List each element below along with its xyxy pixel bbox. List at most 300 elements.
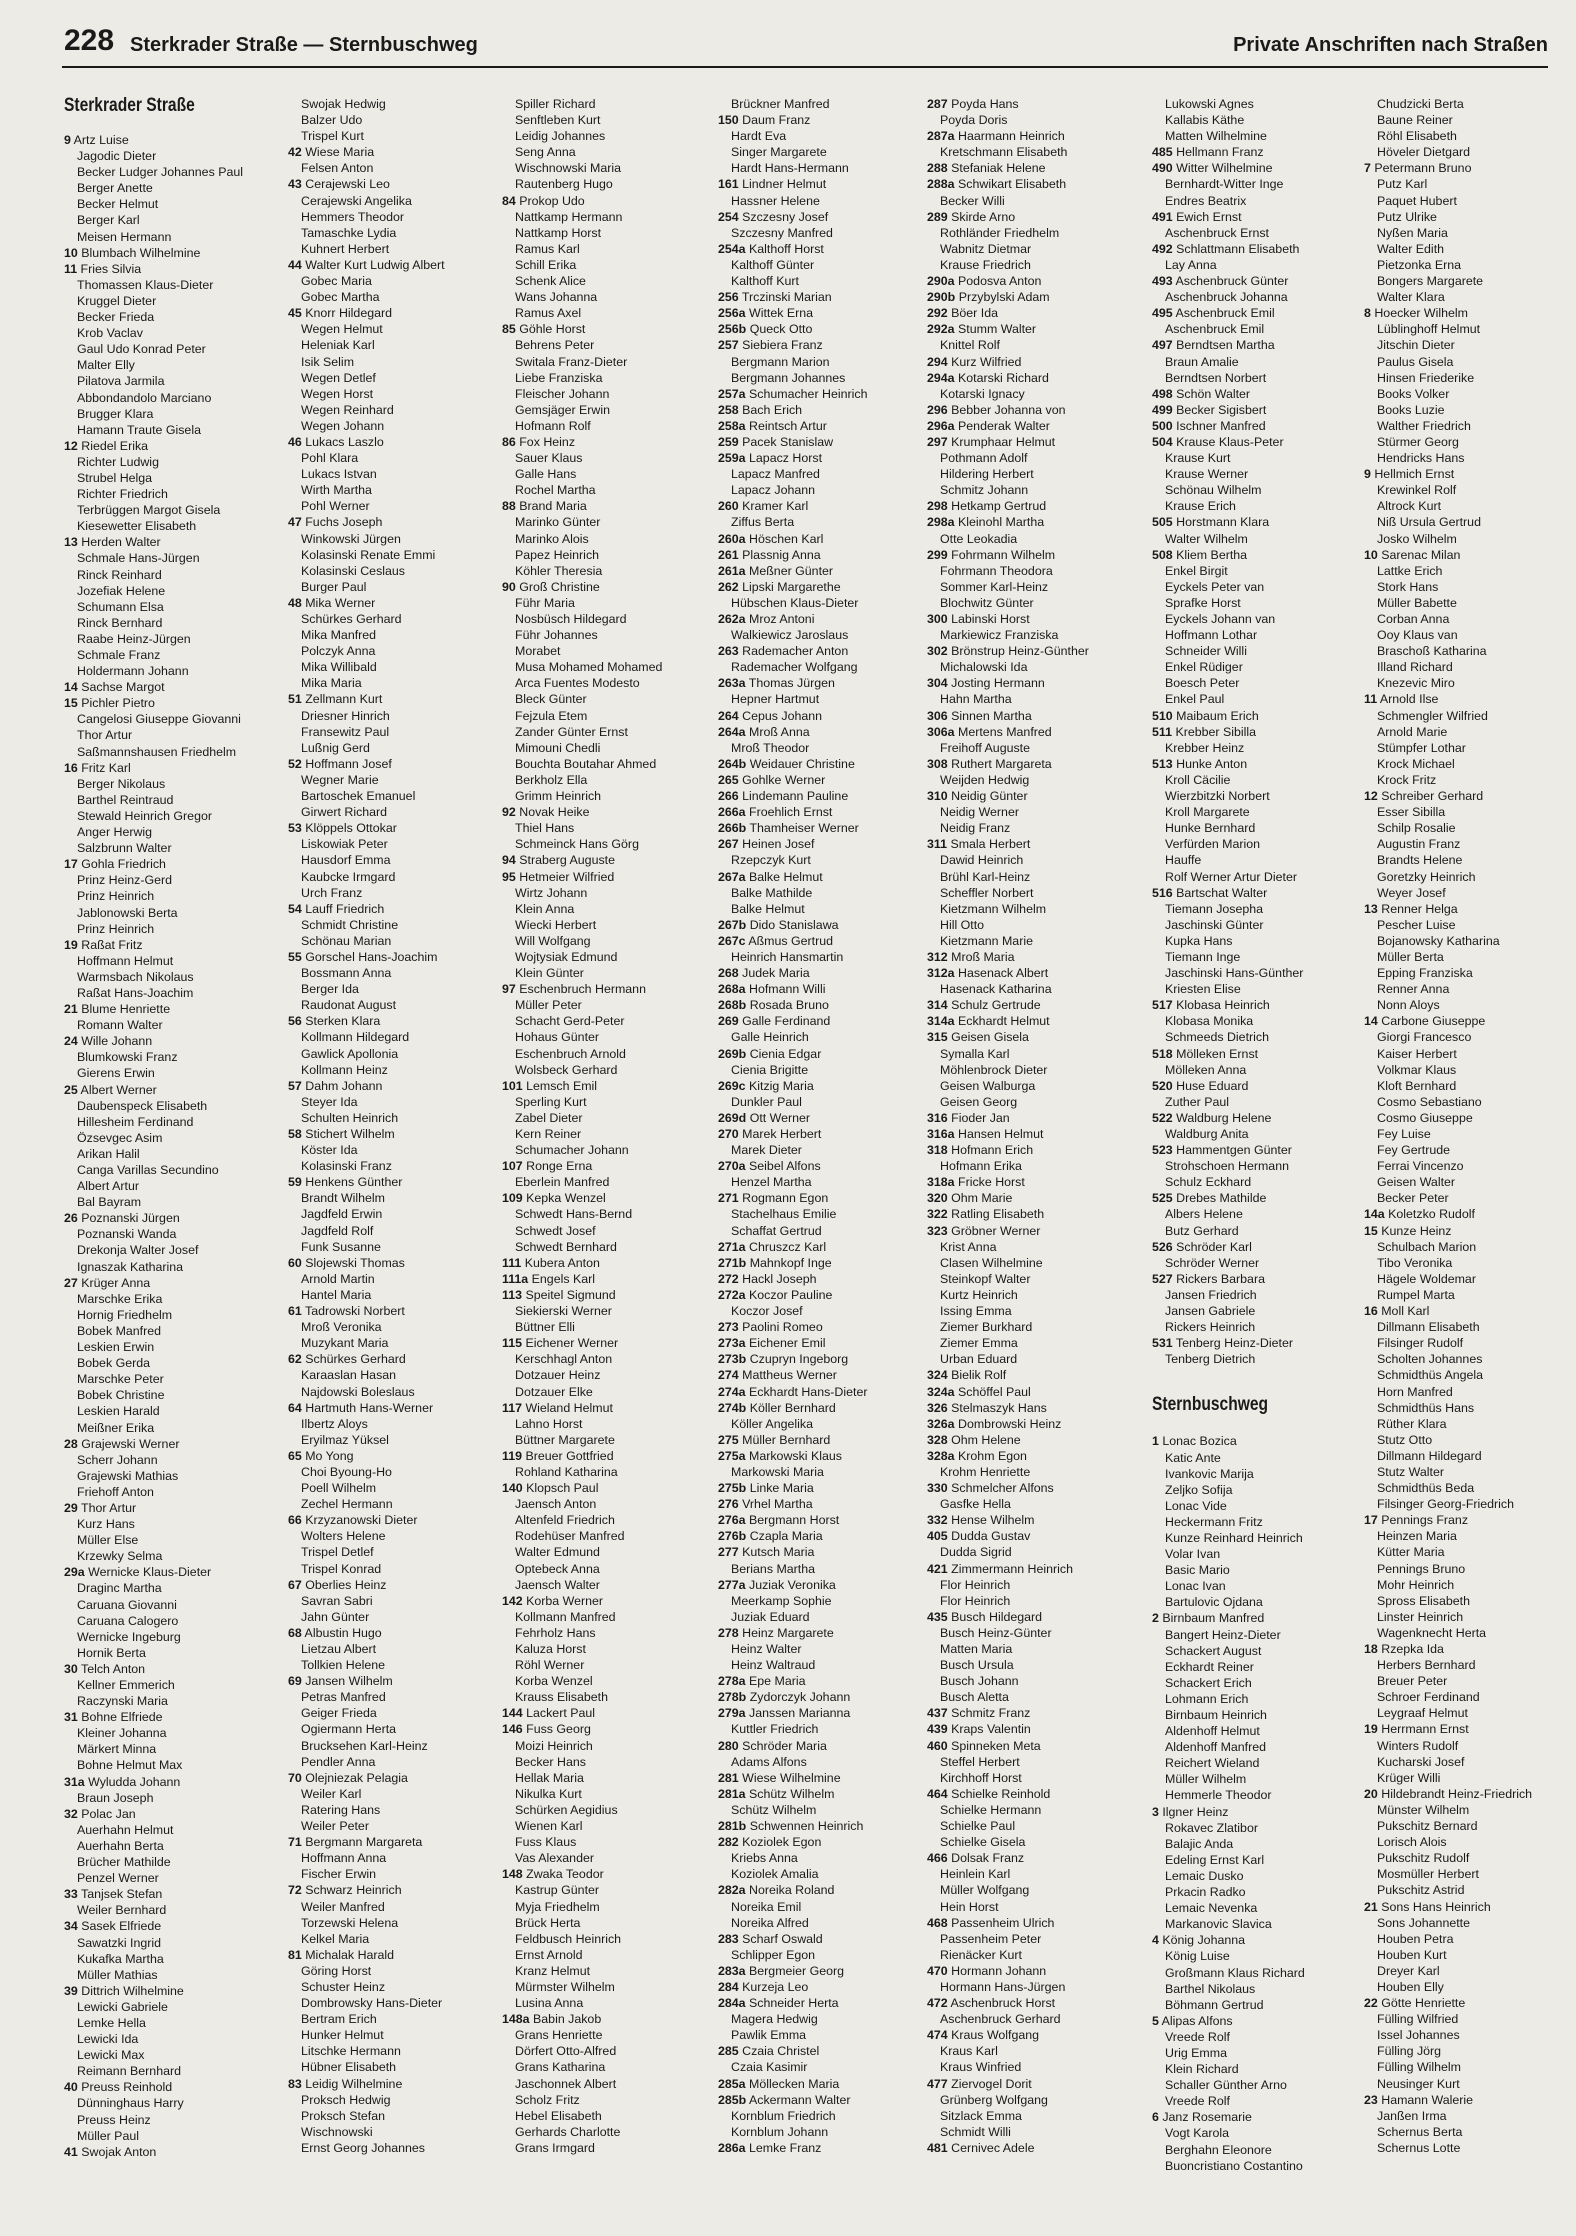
address-entry: 33 Tanjsek Stefan [64,1887,163,1902]
address-entry: 60 Slojewski Thomas [288,1255,405,1270]
address-entry: Gerhards Charlotte [515,2124,621,2139]
house-number: 323 [927,1223,948,1238]
address-entry: Marschke Erika [77,1291,163,1306]
address-entry: Wegen Helmut [301,322,383,337]
address-entry: Paulus Gisela [1377,354,1454,369]
address-entry: 260 Kramer Karl [718,499,809,514]
address-entry: 262a Mroz Antoni [718,612,815,626]
address-entry: Kellner Emmerich [77,1678,175,1692]
address-entry: Bohne Helmut Max [77,1758,183,1773]
house-number: 11 [64,261,78,276]
house-number: 472 [927,1996,948,2011]
address-entry: Bartoschek Emanuel [301,789,416,804]
address-entry: Books Volker [1377,386,1450,401]
address-entry: Aldenhoff Helmut [1165,1724,1260,1739]
address-entry: 269d Ott Werner [718,1110,811,1125]
address-entry: Schaffat Gertrud [731,1223,822,1238]
address-entry: 42 Wiese Maria [288,145,375,160]
address-entry: Krause Kurt [1165,451,1231,466]
address-entry: 270 Marek Herbert [718,1127,822,1141]
address-entry: Nattkamp Hermann [515,209,623,224]
address-entry: Büttner Elli [515,1320,575,1335]
address-entry: Krebber Heinz [1165,740,1245,755]
address-entry: Spiller Richard [515,97,596,111]
address-entry: 45 Knorr Hildegard [288,306,393,321]
address-entry: Hoffmann Helmut [77,953,174,968]
address-entry: 275a Markowski Klaus [718,1448,842,1463]
house-number: 71 [288,1835,302,1850]
house-number: 14 [1364,1014,1378,1029]
address-entry: Altenfeld Friedrich [515,1513,615,1528]
house-number: 491 [1152,209,1173,224]
address-entry: Krause Erich [1165,499,1236,514]
address-entry: Auerhahn Berta [77,1838,164,1853]
address-entry: Heleniak Karl [301,338,375,353]
address-entry: 88 Brand Maria [502,499,587,514]
address-entry: 474 Kraus Wolfgang [927,2028,1040,2043]
address-entry: Jaensch Walter [515,1577,600,1592]
address-entry: 43 Cerajewski Leo [288,177,390,192]
address-entry: Walter Edith [1377,241,1445,256]
house-number: 278a [718,1674,746,1689]
address-entry: Dawid Heinrich [940,853,1024,868]
address-entry: Wolsbeck Gerhard [515,1062,618,1077]
house-number: 54 [288,901,302,916]
address-entry: Pietzonka Erna [1377,257,1462,272]
address-entry: Wirtz Johann [515,885,588,900]
address-entry: Aschenbruck Emil [1165,322,1265,337]
address-entry: 19 Herrmann Ernst [1364,1722,1469,1737]
address-entry: Hahn Martha [940,692,1012,707]
address-entry: Vas Alexander [515,1851,594,1866]
address-entry: Koziolek Amalia [731,1867,819,1882]
address-entry: 30 Telch Anton [64,1661,146,1676]
house-number: 269b [718,1046,747,1061]
address-entry: 254 Szczesny Josef [718,209,829,224]
page-number: 228 [64,24,115,57]
address-entry: Grans Irmgard [515,2140,595,2155]
address-entry: Grajewski Mathias [77,1468,179,1483]
address-entry: Fehrholz Hans [515,1625,596,1640]
address-entry: 491 Ewich Ernst [1152,209,1242,224]
address-entry: 146 Fuss Georg [502,1722,591,1737]
house-number: 257 [718,338,739,353]
house-number: 92 [502,805,516,820]
house-number: 32 [64,1806,78,1821]
house-number: 310 [927,789,948,804]
address-entry: 268a Hofmann Willi [718,982,826,997]
address-entry: Grans Katharina [515,2060,606,2075]
address-entry: 330 Schmelcher Alfons [927,1481,1054,1496]
address-entry: Pukschitz Rudolf [1377,1851,1470,1866]
address-entry: Kollmann Manfred [515,1609,616,1624]
column-3 [502,96,714,2216]
house-number: 510 [1152,708,1173,723]
address-entry: 276 Vrhel Martha [718,1497,813,1512]
address-entry: Thomassen Klaus-Dieter [77,277,214,292]
address-entry: Geisen Georg [940,1094,1018,1109]
address-entry: Choi Byoung-Ho [301,1464,392,1479]
address-entry: Clasen Wilhelmine [940,1255,1043,1270]
address-entry: Verfürden Marion [1165,837,1261,852]
address-entry: 13 Herden Walter [64,535,161,550]
address-entry: 62 Schürkes Gerhard [288,1352,406,1367]
address-entry: Grans Henriette [515,2028,603,2043]
address-entry: Heinlein Karl [940,1867,1011,1882]
address-entry: Kriebs Anna [731,1851,798,1866]
address-entry: 271a Chruszcz Karl [718,1239,827,1254]
address-entry: 21 Sons Hans Heinrich [1364,1899,1491,1914]
house-number: 460 [927,1738,948,1753]
address-entry: 258a Reintsch Artur [718,418,827,433]
address-entry: Wiecki Herbert [515,917,597,932]
address-entry: Braschoß Katharina [1377,644,1487,659]
address-entry: Bernhardt-Witter Inge [1165,177,1284,192]
address-entry: 257a Schumacher Heinrich [718,386,868,401]
address-entry: Müller Mathias [77,1967,158,1982]
house-number: 259 [718,434,739,449]
address-entry: 279a Janssen Marianna [718,1706,851,1721]
house-number: 280 [718,1738,739,1753]
address-entry: Daubenspeck Elisabeth [77,1098,208,1113]
address-entry: Lapacz Johann [731,483,816,498]
address-entry: 285a Möllecken Maria [718,2076,840,2091]
address-entry: Ziffus Berta [731,515,795,530]
house-number: 477 [927,2076,948,2091]
address-entry: 481 Cernivec Adele [927,2140,1035,2155]
address-entry: Brückner Manfred [731,97,830,111]
address-entry: 22 Götte Henriette [1364,1996,1466,2011]
house-number: 282 [718,1835,739,1850]
house-number: 90 [502,579,516,594]
address-entry: Busch Johann [940,1674,1019,1689]
address-entry: Jagdfeld Erwin [301,1207,383,1222]
house-number: 511 [1152,724,1172,739]
address-entry: Szczesny Manfred [731,225,833,240]
house-number: 39 [64,1983,78,1998]
house-number: 435 [927,1609,948,1624]
address-entry: Becker Willi [940,193,1005,208]
address-entry: 21 Blume Henriette [64,1002,171,1017]
address-entry: Hofmann Erika [940,1159,1022,1174]
address-entry: Schwedt Bernhard [515,1239,617,1254]
house-number: 285b [718,2092,747,2107]
address-entry: Giorgi Francesco [1377,1030,1472,1045]
address-entry: Rothländer Friedhelm [940,225,1060,240]
address-entry: Kollmann Heinz [301,1062,388,1077]
house-number: 311 [927,837,947,852]
address-entry: 148a Babin Jakob [502,2012,602,2027]
address-entry: 46 Lukacs Laszlo [288,434,384,449]
address-entry: Hornik Berta [77,1645,146,1660]
address-entry: Buoncristiano Costantino [1165,2158,1303,2173]
house-number: 11 [1364,692,1378,707]
house-number: 29 [64,1500,78,1515]
house-number: 23 [1364,2092,1378,2107]
address-entry: Caruana Calogero [77,1613,179,1628]
address-entry: Krauss Elisabeth [515,1690,608,1705]
address-entry: Penzel Werner [77,1871,159,1886]
address-entry: 12 Riedel Erika [64,438,149,453]
address-entry: 28 Grajewski Werner [64,1436,180,1451]
address-entry: Walkiewicz Jaroslaus [731,628,849,643]
house-number: 268a [718,982,746,997]
address-entry: Schielke Paul [940,1819,1016,1834]
house-number: 43 [288,177,302,192]
address-entry: 287 Poyda Hans [927,97,1019,111]
address-entry: Feldbusch Heinrich [515,1931,622,1946]
address-entry: Ziemer Burkhard [940,1320,1033,1335]
address-entry: 523 Hammentgen Günter [1152,1143,1292,1158]
address-entry: Hassner Helene [731,193,820,208]
address-entry: Cerajewski Angelika [301,193,412,208]
house-number: 527 [1152,1271,1173,1286]
address-entry: 318 Hofmann Erich [927,1143,1034,1158]
address-entry: Wegen Detlef [301,370,376,385]
address-entry: Hofmann Rolf [515,418,591,433]
house-number: 88 [502,499,516,514]
address-entry: Fey Luise [1377,1127,1431,1141]
house-number: 269c [718,1078,746,1093]
address-entry: Preuss Heinz [77,2112,151,2127]
house-number: 16 [64,760,78,775]
address-entry: Funk Susanne [301,1239,381,1254]
house-number: 328a [927,1448,955,1463]
address-entry: Hardt Eva [731,129,787,144]
address-entry: 499 Becker Sigisbert [1152,402,1267,417]
house-number: 52 [288,756,302,771]
address-entry: Sons Johannette [1377,1915,1471,1930]
address-entry: Kunze Reinhard Heinrich [1165,1530,1303,1545]
house-number: 474 [927,2028,948,2043]
address-entry: 292a Stumm Walter [927,322,1037,337]
address-entry: Jagodic Dieter [77,149,157,164]
house-number: 10 [64,245,78,260]
address-entry: 470 Hormann Johann [927,1963,1047,1978]
address-entry: Prinz Heinz-Gerd [77,873,173,888]
house-number: 439 [927,1722,948,1737]
house-number: 21 [64,1002,78,1017]
address-entry: Hormann Hans-Jürgen [940,1979,1066,1994]
address-entry: Stutz Walter [1377,1464,1445,1479]
house-number: 14a [1364,1207,1385,1222]
house-number: 269 [718,1014,739,1029]
address-entry: Lewicki Max [77,2048,145,2063]
address-entry: Albert Artur [77,1179,139,1194]
address-entry: Köster Ida [301,1143,358,1158]
address-entry: Jahn Günter [301,1609,370,1624]
address-entry: Kotarski Ignacy [940,386,1025,401]
address-entry: Kuttler Friedrich [731,1722,819,1737]
address-entry: Neidig Werner [940,805,1019,820]
house-number: 276b [718,1529,747,1544]
house-number: 314 [927,998,948,1013]
address-entry: 302 Brönstrup Heinz-Günther [927,644,1089,659]
house-number: 281 [718,1770,739,1785]
address-entry: Berger Anette [77,181,153,196]
address-entry: 468 Passenheim Ulrich [927,1915,1055,1930]
address-entry: Canga Varillas Secundino [77,1163,219,1177]
house-number: 10 [1364,547,1378,562]
address-entry: Kriesten Elise [1165,982,1241,997]
address-entry: 4 König Johanna [1152,1933,1246,1948]
address-entry: Jablonowski Berta [77,905,178,920]
address-entry: Siekierski Werner [515,1304,612,1319]
address-entry: 292 Böer Ida [927,306,998,321]
address-entry: 322 Ratling Elisabeth [927,1207,1045,1222]
house-number: 257a [718,386,746,401]
house-number: 60 [288,1255,302,1270]
house-number: 272a [718,1287,746,1302]
address-entry: 284a Schneider Herta [718,1996,839,2011]
address-entry: Brück Herta [515,1915,581,1930]
address-entry: 526 Schröder Karl [1152,1239,1252,1254]
address-entry: Kastrup Günter [515,1883,600,1898]
address-entry: Wolters Helene [301,1529,386,1544]
address-entry: Wegen Reinhard [301,402,394,417]
address-entry: 26 Poznanski Jürgen [64,1211,180,1226]
address-entry: Aschenbruck Gerhard [940,2012,1061,2027]
address-entry: Burger Paul [301,579,367,594]
address-entry: Weiler Manfred [301,1899,385,1914]
house-number: 298a [927,515,955,530]
house-number: 302 [927,644,948,659]
address-entry: Renner Anna [1377,982,1450,997]
address-entry: Fischer Erwin [301,1867,377,1882]
address-entry: 254a Kalthoff Horst [718,241,824,256]
address-entry: Hornig Friedhelm [77,1307,173,1322]
address-entry: 12 Schreiber Gerhard [1364,789,1484,804]
address-entry: 16 Fritz Karl [64,760,131,775]
address-entry: Steinkopf Walter [940,1271,1031,1286]
house-number: 275b [718,1481,747,1496]
address-entry: Sawatzki Ingrid [77,1935,162,1950]
house-number: 504 [1152,434,1173,449]
address-entry: Knittel Rolf [940,338,1000,353]
address-entry: Pohl Klara [301,451,359,466]
address-entry: Hoffmann Anna [301,1851,387,1866]
address-entry: 15 Pichler Pietro [64,696,155,711]
address-entry: Schackert Erich [1165,1675,1252,1690]
address-entry: 144 Lackert Paul [502,1706,596,1721]
address-entry: Kucharski Josef [1377,1754,1465,1769]
address-entry: Wischnowski Maria [515,161,622,176]
address-entry: Geisen Walburga [940,1078,1036,1093]
address-entry: Bartulovic Ojdana [1165,1595,1263,1610]
address-entry: 69 Jansen Wilhelm [288,1674,393,1689]
street-heading-sternbuschweg: Sternbuschweg [1152,1394,1269,1416]
address-entry: Rickers Heinrich [1165,1320,1256,1335]
house-number: 314a [927,1014,955,1029]
address-entry: 256 Trczinski Marian [718,290,832,305]
house-number: 64 [288,1400,302,1415]
address-entry: Wegen Horst [301,386,374,401]
house-number: 19 [64,937,78,952]
address-entry: 318a Fricke Horst [927,1175,1025,1190]
house-number: 289 [927,209,948,224]
address-entry: 269 Galle Ferdinand [718,1014,831,1029]
house-number: 15 [1364,1223,1378,1238]
address-entry: 324a Schöffel Paul [927,1384,1031,1399]
house-number: 296 [927,402,948,417]
address-entry: Lewicki Gabriele [77,1999,168,2014]
address-entry: 260a Höschen Karl [718,531,824,546]
address-entry: Cosmo Giuseppe [1377,1110,1473,1125]
house-number: 288a [927,177,955,192]
house-number: 3 [1152,1804,1159,1819]
address-entry: 266b Thamheiser Werner [718,821,859,836]
address-entry: Kelkel Maria [301,1931,370,1946]
address-entry: Stachelhaus Emilie [731,1207,837,1222]
address-entry: 64 Hartmuth Hans-Werner [288,1400,434,1415]
address-entry: Arnold Martin [301,1271,375,1286]
address-entry: Krohm Henriette [940,1464,1031,1479]
address-entry: 15 Kunze Heinz [1364,1223,1452,1238]
address-entry: Stutz Otto [1377,1432,1433,1447]
address-entry: Becker Helmut [77,197,159,212]
address-entry: 421 Zimmermann Heinrich [927,1561,1073,1576]
address-entry: Schuster Heinz [301,1979,386,1994]
address-entry: Jagdfeld Rolf [301,1223,374,1238]
address-entry: 490 Witter Wilhelmine [1152,161,1273,176]
address-entry: 27 Krüger Anna [64,1275,151,1290]
address-entry: 464 Schielke Reinhold [927,1786,1051,1801]
address-entry: 52 Hoffmann Josef [288,756,392,771]
house-number: 468 [927,1915,948,1930]
house-number: 266b [718,821,747,836]
house-number: 256b [718,322,747,337]
house-number: 85 [502,322,516,337]
address-entry: Dillmann Elisabeth [1377,1320,1480,1335]
address-entry: 466 Dolsak Franz [927,1851,1025,1866]
address-entry: Scherr Johann [77,1452,158,1467]
address-entry: 282a Noreika Roland [718,1883,835,1898]
address-entry: Hunker Helmut [301,2028,384,2043]
house-number: 61 [288,1304,302,1319]
address-entry: Berghahn Eleonore [1165,2142,1272,2157]
house-number: 267a [718,869,746,884]
house-number: 273a [718,1336,746,1351]
address-entry: Gobec Martha [301,290,380,305]
address-entry: Anger Herwig [77,825,153,840]
address-entry: 274b Köller Bernhard [718,1400,836,1415]
address-entry: Girwert Richard [301,805,388,820]
address-entry: Göring Horst [301,1963,372,1978]
address-entry: Stork Hans [1377,579,1439,594]
address-entry: 267b Dido Stanislawa [718,917,839,932]
address-entry: Schürkes Gerhard [301,612,402,626]
address-entry: 111 Kubera Anton [502,1255,600,1270]
house-number: 2 [1152,1611,1159,1626]
address-entry: Schmidthüs Hans [1377,1400,1475,1415]
address-entry: 312 Mroß Maria [927,949,1015,964]
house-number: 294 [927,354,948,369]
address-entry: Marinko Günter [515,515,601,530]
address-entry: 31a Wyludda Johann [64,1774,181,1789]
address-entry: Raudonat August [301,998,397,1013]
address-entry: Walter Wilhelm [1165,531,1248,546]
address-entry: Schernus Lotte [1377,2140,1461,2155]
address-entry: Kallabis Käthe [1165,113,1245,128]
address-entry: Juziak Eduard [731,1609,810,1624]
address-entry: Arnold Marie [1377,724,1448,739]
header-title: Sterkrader Straße — Sternbuschweg [130,34,478,56]
address-entry: Gawlick Apollonia [301,1046,399,1061]
house-number: 44 [288,257,302,272]
house-number: 276a [718,1513,746,1528]
address-entry: Driesner Hinrich [301,708,390,723]
house-number: 31 [64,1710,78,1725]
